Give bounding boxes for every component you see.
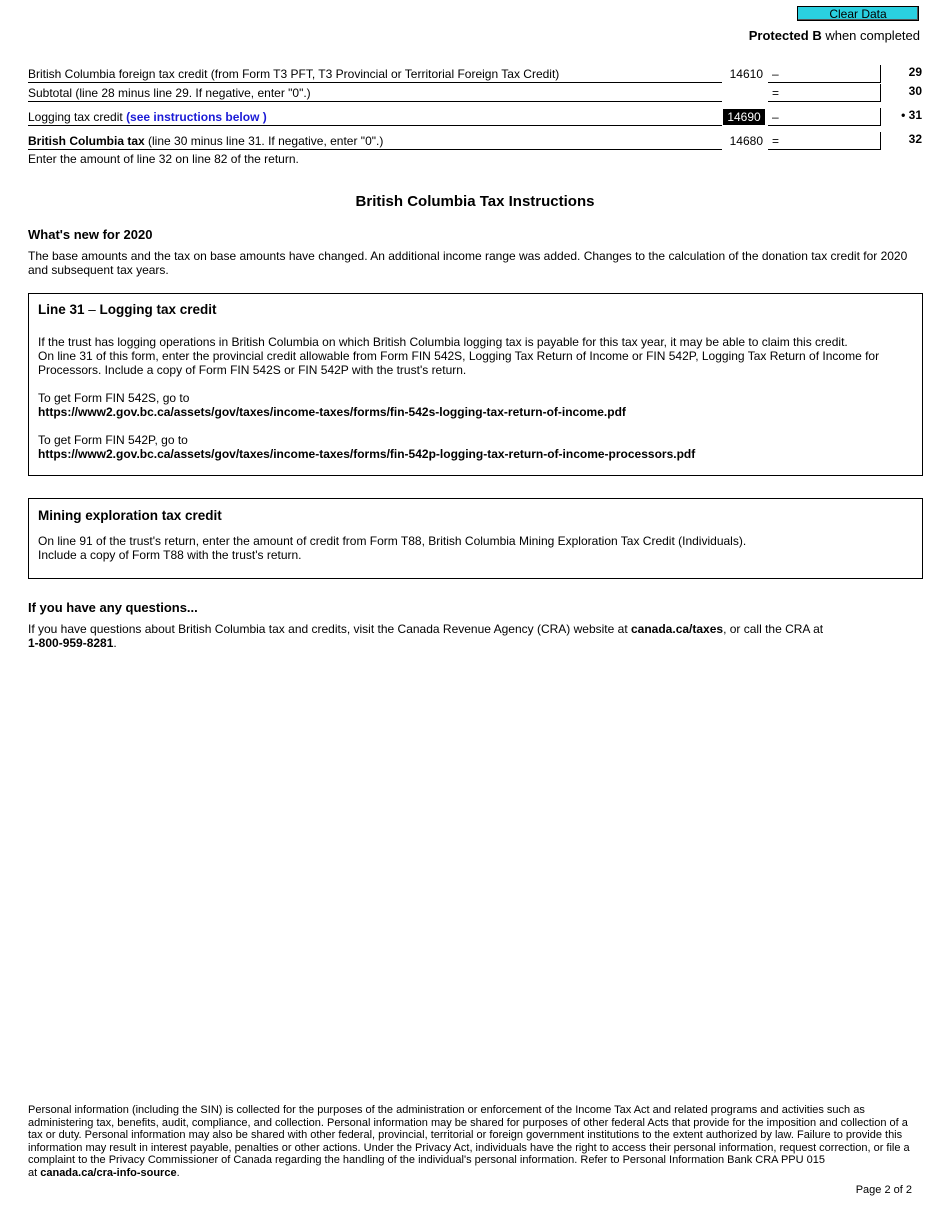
cra-phone-number: 1-800-959-8281 [28,636,114,650]
line-32-amount-field[interactable] [768,132,881,150]
fin-542s-url[interactable]: https://www2.gov.bc.ca/assets/gov/taxes/income-taxes/forms/fin-542s-logging-tax-return-of-income.pdf [38,405,626,419]
line-32-label-bold: British Columbia tax [28,134,145,148]
line-32-number: 32 [908,132,922,146]
line-30-amount-field[interactable] [768,84,881,102]
get-542p-text: To get Form FIN 542P, go to [38,433,188,447]
line-29-row [28,65,922,83]
fin-542p-url[interactable]: https://www2.gov.bc.ca/assets/gov/taxes/income-taxes/forms/fin-542p-logging-tax-return-of-income-processors.pdf [38,447,696,461]
line-31-row [28,106,922,126]
mining-box-title: Mining exploration tax credit [38,508,222,523]
line-31-label [28,110,267,124]
line-32-row [28,131,922,150]
line-30-label: Subtotal (line 28 minus line 29. If negative, enter "0".) [28,86,311,100]
mining-box-p1: On line 91 of the trust's return, enter the amount of credit from Form T88, British Columbia Mining Exploration Tax Credit (Individuals). [38,534,747,548]
line-31-number: • 31 [901,108,922,122]
line-31-amount-field[interactable] [768,108,881,126]
line-29-label: British Columbia foreign tax credit (from Form T3 PFT, T3 Provincial or Territorial Foreign Tax Credit) [28,67,560,81]
line-30-number: 30 [908,84,922,98]
logging-tax-credit-box [28,293,923,476]
get-542s-text: To get Form FIN 542S, go to [38,391,190,405]
line-29-operator: – [772,67,779,81]
cra-website-link[interactable]: canada.ca/taxes [631,622,724,636]
logging-box-p2: On line 31 of this form, enter the provincial credit allowable from Form FIN 542S, Logging Tax Return of Income or FIN 542P, Logging Tax Return of Income for Processors. Include a copy of Form FIN 542S or FIN 542P with the trust's return. [38,349,880,377]
logging-box-title-text: Logging tax credit [99,302,217,317]
see-instructions-link[interactable]: (see instructions below ) [126,110,267,124]
privacy-text: Personal information (including the SIN) is collected for the purposes of the administration or enforcement of the Income Tax Act and related programs and activities such as administering tax, benefits, audit, compliance, and collection. Personal information may be shared for purposes of other federal Acts that provide for the imposition and collection of a tax or duty. Personal information may also be shared with other federal, provincial, territorial or foreign government institutions to the extent authorized by law. Failure to provide this information may result in interest payable, penalties or other actions. Under the Privacy Act, individuals have the right to access their personal information, request correction, or file a complaint to the Privacy Commissioner of Canada regarding the handling of the individual's personal information. Refer to Personal Information Bank CRA PPU 015 [28,1104,910,1167]
mining-exploration-box [28,498,923,579]
line-29-amount-field[interactable] [768,65,881,83]
line-32-operator: = [772,134,780,148]
line-29-number: 29 [908,65,922,79]
line-32-underline [28,149,722,150]
protected-b-bold: Protected B [748,28,822,43]
protected-b-rest: when completed [821,28,920,43]
line-32-label-text: (line 30 minus line 31. If negative, enter "0".) [144,134,384,148]
privacy-at: at [28,1166,41,1179]
whats-new-heading: What's new for 2020 [28,227,153,242]
line-32-label [28,134,383,148]
logging-box-p1: If the trust has logging operations in British Columbia on which British Columbia logging tax is payable for this tax year, it may be able to claim this credit. [38,335,848,349]
protected-b-label [749,28,920,43]
privacy-notice [28,1104,921,1180]
questions-text-a: If you have questions about British Columbia tax and credits, visit the Canada Revenue Agency (CRA) website at [28,622,631,636]
questions-text-b: , or call the CRA at [723,622,824,636]
logging-box-title-dash: – [84,302,100,317]
line-30-underline [28,101,722,102]
questions-text-c: . [113,636,117,650]
cra-info-source-link[interactable]: canada.ca/cra-info-source [40,1166,177,1179]
line-31-code: 14690 [723,109,765,125]
line-29-code: 14610 [729,67,763,81]
privacy-end: . [176,1166,180,1179]
clear-data-button[interactable]: Clear Data [797,6,919,21]
line-31-label-text: Logging tax credit [28,110,127,124]
line-31-underline [28,125,722,126]
whats-new-text: The base amounts and the tax on base amounts have changed. An additional income range was added. Changes to the calculation of the donation tax credit for 2020 and subsequent tax years. [28,249,908,277]
instructions-title: British Columbia Tax Instructions [355,193,595,210]
mining-box-p2: Include a copy of Form T88 with the trust's return. [38,548,302,562]
page-number: Page 2 of 2 [855,1184,912,1196]
line-30-row [28,84,922,102]
logging-box-title-line: Line 31 [38,302,85,317]
line-30-operator: = [772,86,780,100]
questions-heading: If you have any questions... [28,600,198,615]
line-32-code: 14680 [729,134,763,148]
line-31-operator: – [772,110,779,124]
line-29-underline [28,82,722,83]
questions-text [28,622,921,650]
enter-note: Enter the amount of line 32 on line 82 of the return. [28,152,299,166]
logging-box-title [38,302,217,317]
